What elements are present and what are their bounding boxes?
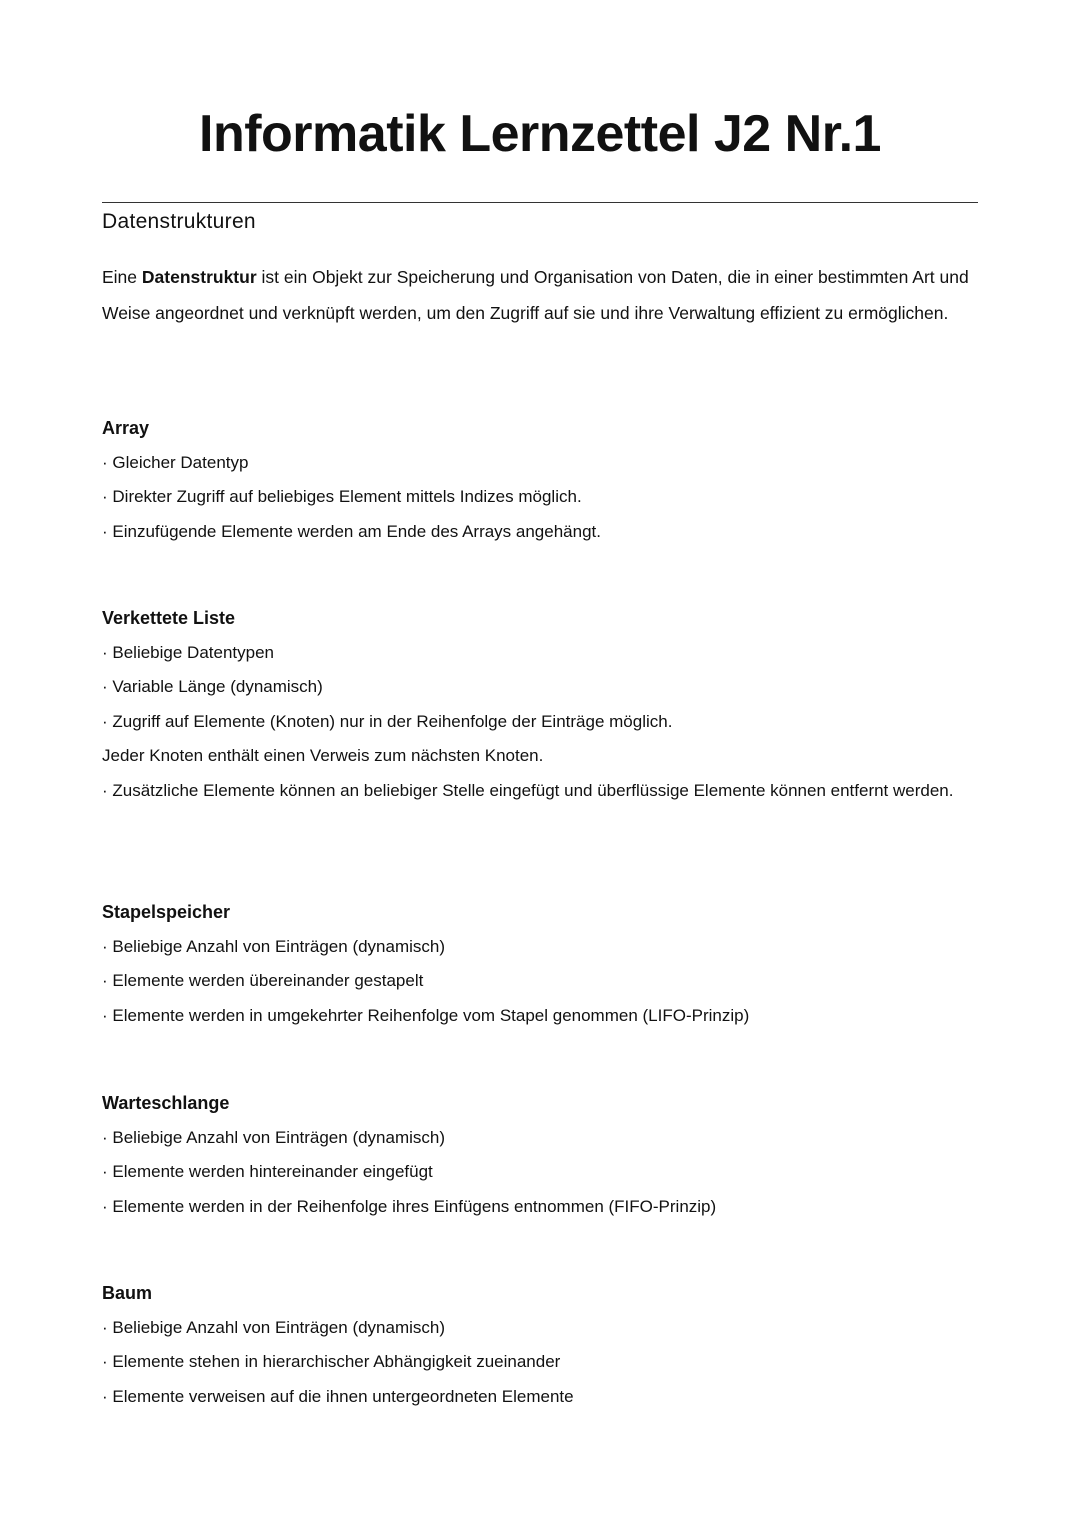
section-tree — [102, 1276, 982, 1414]
section-heading: Warteschlange — [102, 1093, 230, 1113]
intro-term: Datenstruktur — [141, 267, 257, 287]
list-item: · Beliebige Anzahl von Einträgen (dynamisch) — [102, 936, 446, 956]
section-title: Datenstrukturen — [102, 210, 256, 233]
list-item: · Elemente werden in umgekehrter Reihenfolge vom Stapel genommen (LIFO-Prinzip) — [102, 1005, 750, 1025]
intro-paragraph — [102, 259, 982, 331]
list-item: · Beliebige Anzahl von Einträgen (dynamisch) — [102, 1127, 446, 1147]
list-item: · Elemente verweisen auf die ihnen untergeordneten Elemente — [102, 1386, 574, 1406]
section-heading: Stapelspeicher — [102, 902, 231, 922]
section-heading: Array — [102, 418, 150, 438]
list-item: · Beliebige Datentypen — [102, 642, 275, 662]
section-queue — [102, 1086, 982, 1224]
section-heading: Baum — [102, 1283, 153, 1303]
page-title: Informatik Lernzettel J2 Nr.1 — [199, 105, 881, 163]
list-item: · Einzufügende Elemente werden am Ende des Arrays angehängt. — [102, 521, 601, 541]
intro-text-after: ist ein Objekt zur Speicherung und Organisation von Daten, die in einer bestimmten Art und Weise angeordnet und verknüpft werden, um den Zugriff auf sie und ihre Verwaltung effizient zu ermöglichen. — [102, 267, 969, 323]
section-heading: Verkettete Liste — [102, 608, 236, 628]
list-item: · Elemente stehen in hierarchischer Abhängigkeit zueinander — [102, 1352, 561, 1371]
section-stack — [102, 895, 982, 1033]
list-item: · Zusätzliche Elemente können an beliebiger Stelle eingefügt und überflüssige Elemente können entfernt werden. — [102, 780, 954, 800]
section-linked-list — [102, 601, 982, 808]
list-item: · Elemente werden in der Reihenfolge ihres Einfügens entnommen (FIFO-Prinzip) — [102, 1196, 717, 1216]
list-item: · Elemente werden hintereinander eingefügt — [102, 1162, 433, 1181]
intro-text-before: Eine — [102, 267, 142, 287]
list-item: · Elemente werden übereinander gestapelt — [102, 971, 424, 990]
list-item: · Beliebige Anzahl von Einträgen (dynamisch) — [102, 1317, 446, 1337]
list-item: · Variable Länge (dynamisch) — [102, 677, 323, 696]
list-item: Jeder Knoten enthält einen Verweis zum nächsten Knoten. — [102, 746, 544, 765]
list-item: · Gleicher Datentyp — [102, 452, 249, 472]
list-item: · Direkter Zugriff auf beliebiges Element mittels Indizes möglich. — [102, 487, 582, 506]
list-item: · Zugriff auf Elemente (Knoten) nur in der Reihenfolge der Einträge möglich. — [102, 711, 673, 731]
section-array — [102, 411, 982, 549]
title-divider — [102, 202, 978, 203]
